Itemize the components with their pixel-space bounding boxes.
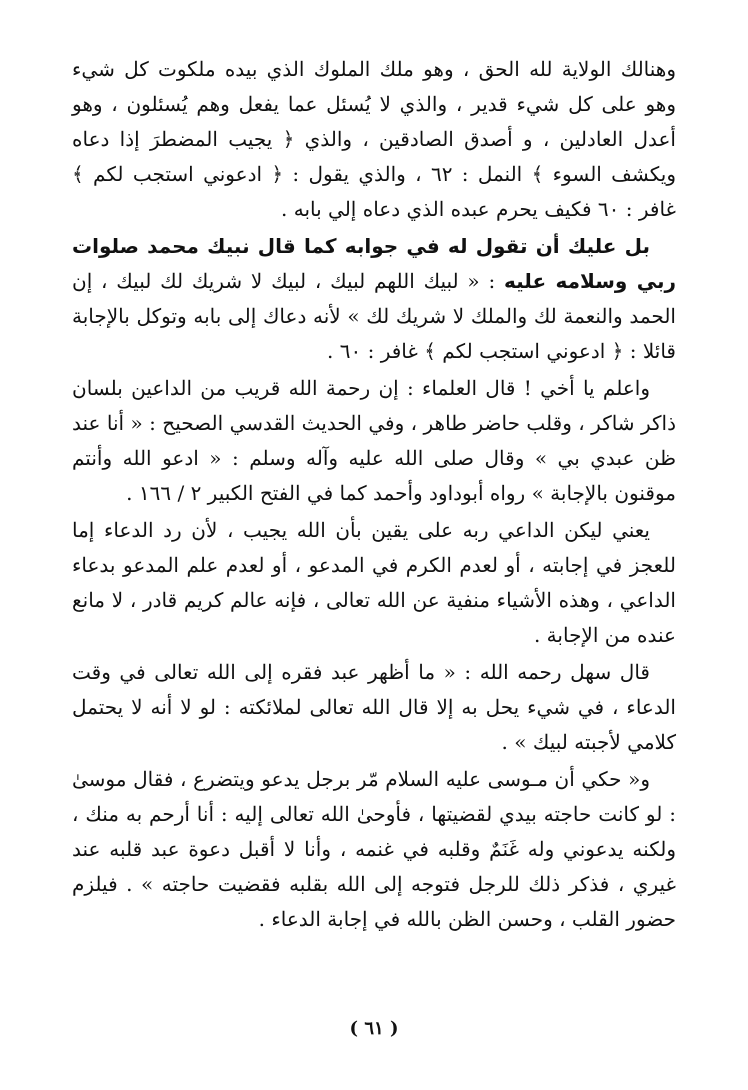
bold-lead: بل عليك أن تقول له في جوابه كما قال نبيك محمد صلوات ربي وسلامه عليه <box>72 234 676 293</box>
paragraph-4: يعني ليكن الداعي ربه على يقين بأن الله يجيب ، لأن رد الدعاء إما للعجز في إجابته ، أو لعدم الكرم في المدعو ، أو لعدم علم المدعو بدعاء الداعي ، وهذه الأشياء منفية عن الله تعالى ، فإنه عالم كريم قادر ، لا مانع عنده من الإجابة . <box>72 518 676 647</box>
paragraph-6: و« حكي أن مـوسى عليه السلام مّر برجل يدعو ويتضرع ، فقال موسىٰ : لو كانت حاجته بيدي لقضيتها ، فأوحىٰ الله تعالى إليه : أنا أرحم به منك ، ولكنه يدعوني وله غَنَمٌ وقلبه في غنمه ، وأنا لا أقبل دعوة عبد قلبه عند غيري ، فذكر ذلك للرجل فتوجه إلى الله بقلبه فقضيت حاجته » . فيلزم حضور القلب ، وحسن الظن بالله في إجابة الدعاء . <box>72 767 676 931</box>
paragraph-2 <box>72 229 676 369</box>
page-number: ( ٦١ ) <box>349 1018 399 1039</box>
paragraph-2-text: : « لبيك اللهم لبيك ، لبيك لا شريك لك لبيك ، إن الحمد والنعمة لك والملك لا شريك لك » لأنه دعاك إلى بابه وتوكل بالإجابة قائلا : ﴿ ادعوني استجب لكم ﴾ غافر : ٦٠ . <box>72 269 676 363</box>
paragraph-5: قال سهل رحمه الله : « ما أظهر عبد فقره إلى الله تعالى في وقت الدعاء ، في شيء يحل به إلا قال الله تعالى لملائكته : لو لا أنه لا يحتمل كلامي لأجبته لبيك » . <box>72 660 676 754</box>
paragraph-3: واعلم يا أخي ! قال العلماء : إن رحمة الله قريب من الداعين بلسان ذاكر شاكر ، وقلب حاضر طاهر ، وفي الحديث القدسي الصحيح : « أنا عند ظن عبدي بي » وقال صلى الله عليه وآله وسلم : « ادعو الله وأنتم موقنون بالإجابة » رواه أبوداود وأحمد كما في الفتح الكبير ٢ / ١٦٦ . <box>72 376 676 505</box>
body-text <box>72 52 676 937</box>
paragraph-1: وهنالك الولاية لله الحق ، وهو ملك الملوك الذي بيده ملكوت كل شيء وهو على كل شيء قدير ، والذي لا يُسئل عما يفعل وهم يُسئلون ، وهو أعدل العادلين ، و أصدق الصادقين ، والذي ﴿ يجيب المضطرَ إذا دعاه ويكشف السوء ﴾ النمل : ٦٢ ، والذي يقول : ﴿ ادعوني استجب لكم ﴾ غافر : ٦٠ فكيف يحرم عبده الذي دعاه إلي بابه . <box>72 57 676 221</box>
